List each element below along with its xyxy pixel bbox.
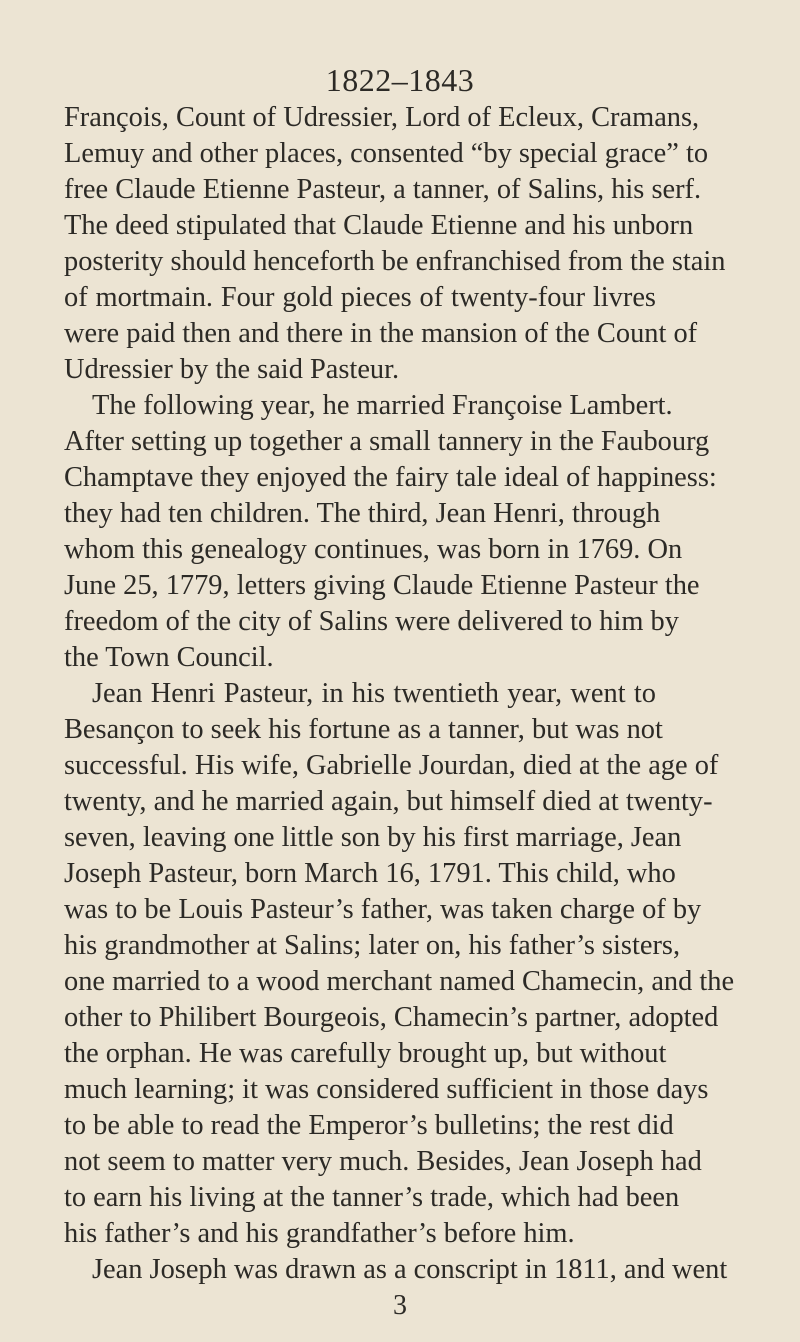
text-line: Besançon to seek his fortune as a tanner, but was not <box>64 714 663 745</box>
text-line: his grandmother at Salins; later on, his father’s sisters, <box>64 930 681 961</box>
text-line: Lemuy and other places, consented “by special grace” to <box>64 138 709 169</box>
text-line: freedom of the city of Salins were delivered to him by <box>64 606 679 637</box>
text-line: one married to a wood merchant named Chamecin, and the <box>64 966 735 997</box>
text-line: to be able to read the Emperor’s bulletins; the rest did <box>64 1110 674 1141</box>
running-header: 1822–1843 <box>325 62 475 98</box>
text-line: seven, leaving one little son by his first marriage, Jean <box>64 822 682 853</box>
text-line: June 25, 1779, letters giving Claude Etienne Pasteur the <box>64 570 700 601</box>
text-line: successful. His wife, Gabrielle Jourdan, died at the age of <box>64 750 719 781</box>
text-line: Udressier by the said Pasteur. <box>64 354 400 385</box>
text-line: free Claude Etienne Pasteur, a tanner, of Salins, his serf. <box>64 174 702 205</box>
text-line: Joseph Pasteur, born March 16, 1791. This child, who <box>64 858 676 889</box>
text-line: The following year, he married Françoise Lambert. <box>92 390 673 421</box>
text-line: the Town Council. <box>64 642 274 673</box>
text-line: of mortmain. Four gold pieces of twenty-four livres <box>64 282 656 313</box>
text-line: not seem to matter very much. Besides, Jean Joseph had <box>64 1146 702 1177</box>
text-line: The deed stipulated that Claude Etienne and his unborn <box>64 210 694 241</box>
text-line: twenty, and he married again, but himself died at twenty- <box>64 786 713 817</box>
text-line: After setting up together a small tannery in the Faubourg <box>64 426 710 457</box>
text-line: was to be Louis Pasteur’s father, was taken charge of by <box>64 894 702 925</box>
text-line: to earn his living at the tanner’s trade, which had been <box>64 1182 680 1213</box>
text-line: Jean Henri Pasteur, in his twentieth year, went to <box>92 678 656 709</box>
text-line: other to Philibert Bourgeois, Chamecin’s partner, adopted <box>64 1002 719 1033</box>
text-line: the orphan. He was carefully brought up, but without <box>64 1038 667 1069</box>
page-number: 3 <box>393 1290 407 1321</box>
text-line: were paid then and there in the mansion of the Count of <box>64 318 698 349</box>
text-line: much learning; it was considered sufficient in those days <box>64 1074 709 1105</box>
text-line: they had ten children. The third, Jean Henri, through <box>64 498 661 529</box>
text-line: Jean Joseph was drawn as a conscript in 1811, and went <box>92 1254 728 1285</box>
text-line: Champtave they enjoyed the fairy tale ideal of happiness: <box>64 462 717 493</box>
text-line: his father’s and his grandfather’s before him. <box>64 1218 575 1249</box>
text-line: posterity should henceforth be enfranchised from the stain <box>64 246 726 277</box>
text-line: whom this genealogy continues, was born in 1769. On <box>64 534 683 565</box>
text-line: François, Count of Udressier, Lord of Ecleux, Cramans, <box>64 102 700 133</box>
